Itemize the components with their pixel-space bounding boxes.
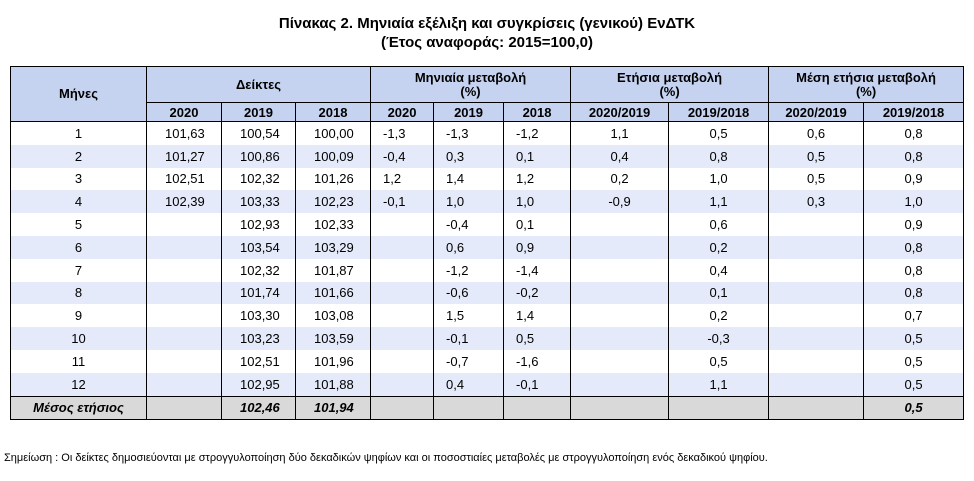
value-cell: -0,7 — [434, 350, 504, 373]
value-cell: 0,5 — [504, 327, 571, 350]
value-cell: -0,4 — [371, 145, 434, 168]
value-cell: 101,63 — [147, 122, 222, 145]
table-title-line2: (Έτος αναφοράς: 2015=100,0) — [381, 34, 593, 51]
value-cell: 102,33 — [296, 213, 371, 236]
header-months: Μήνες — [11, 67, 147, 122]
value-cell: 102,39 — [147, 190, 222, 213]
month-cell: 8 — [11, 282, 147, 305]
value-cell: -1,4 — [504, 259, 571, 282]
average-value: 0,5 — [864, 396, 964, 420]
value-cell: 0,4 — [669, 259, 769, 282]
average-value — [434, 396, 504, 420]
value-cell: 0,8 — [864, 282, 964, 305]
value-cell — [571, 259, 669, 282]
value-cell — [371, 327, 434, 350]
value-cell: 0,5 — [864, 350, 964, 373]
value-cell — [371, 304, 434, 327]
month-cell: 6 — [11, 236, 147, 259]
month-cell: 3 — [11, 168, 147, 191]
header-annual-change — [571, 67, 769, 103]
value-cell: 0,8 — [864, 236, 964, 259]
value-cell: 0,8 — [864, 122, 964, 145]
value-cell: -1,3 — [371, 122, 434, 145]
header-avg-annual-change — [769, 67, 964, 103]
value-cell: 0,6 — [434, 236, 504, 259]
value-cell: 1,0 — [669, 168, 769, 191]
value-cell: 1,1 — [669, 190, 769, 213]
month-cell: 4 — [11, 190, 147, 213]
average-value: 102,46 — [222, 396, 296, 420]
value-cell: 0,3 — [769, 190, 864, 213]
value-cell: -0,3 — [669, 327, 769, 350]
value-cell: 0,6 — [669, 213, 769, 236]
subheader-cell: 2018 — [296, 103, 371, 122]
average-value — [504, 396, 571, 420]
table-row — [11, 373, 964, 396]
value-cell: 0,4 — [571, 145, 669, 168]
value-cell: 102,32 — [222, 168, 296, 191]
value-cell — [571, 327, 669, 350]
value-cell: 0,8 — [864, 145, 964, 168]
table-row — [11, 168, 964, 191]
table-row — [11, 282, 964, 305]
value-cell — [147, 304, 222, 327]
value-cell: -1,3 — [434, 122, 504, 145]
value-cell: 1,4 — [504, 304, 571, 327]
average-value — [769, 396, 864, 420]
value-cell: 102,51 — [222, 350, 296, 373]
value-cell: 103,33 — [222, 190, 296, 213]
value-cell: 103,30 — [222, 304, 296, 327]
month-cell: 10 — [11, 327, 147, 350]
value-cell — [571, 213, 669, 236]
value-cell: -1,6 — [504, 350, 571, 373]
table-row — [11, 259, 964, 282]
value-cell: 100,00 — [296, 122, 371, 145]
value-cell — [371, 259, 434, 282]
value-cell: 1,0 — [504, 190, 571, 213]
value-cell — [371, 373, 434, 396]
subheader-cell: 2020/2019 — [571, 103, 669, 122]
value-cell: -0,1 — [434, 327, 504, 350]
table-row — [11, 350, 964, 373]
value-cell: 0,3 — [434, 145, 504, 168]
value-cell: 102,95 — [222, 373, 296, 396]
value-cell — [769, 304, 864, 327]
value-cell — [147, 213, 222, 236]
table-title-line1: Πίνακας 2. Μηνιαία εξέλιξη και συγκρίσεις (γενικού) ΕνΔΤΚ — [278, 15, 696, 32]
value-cell — [371, 236, 434, 259]
value-cell: 1,1 — [571, 122, 669, 145]
cpi-table — [10, 66, 964, 420]
header-monthly-change — [371, 67, 571, 103]
header-monthly-change-unit: (%) — [460, 83, 481, 99]
value-cell: 0,2 — [669, 236, 769, 259]
value-cell — [147, 350, 222, 373]
table-row — [11, 304, 964, 327]
value-cell: -0,1 — [371, 190, 434, 213]
value-cell — [147, 259, 222, 282]
value-cell: 0,5 — [864, 327, 964, 350]
value-cell: -0,2 — [504, 282, 571, 305]
value-cell — [769, 350, 864, 373]
value-cell: 101,87 — [296, 259, 371, 282]
value-cell: 1,2 — [504, 168, 571, 191]
value-cell — [371, 282, 434, 305]
table-title — [0, 14, 974, 52]
table-row — [11, 145, 964, 168]
value-cell — [769, 236, 864, 259]
value-cell — [571, 373, 669, 396]
subheader-cell: 2020 — [147, 103, 222, 122]
value-cell: 0,4 — [434, 373, 504, 396]
value-cell: 103,54 — [222, 236, 296, 259]
value-cell: 103,08 — [296, 304, 371, 327]
value-cell: 0,5 — [769, 168, 864, 191]
header-avg-annual-change-unit: (%) — [855, 83, 877, 99]
value-cell — [769, 213, 864, 236]
value-cell: 101,96 — [296, 350, 371, 373]
average-value — [571, 396, 669, 420]
value-cell: 0,1 — [504, 213, 571, 236]
subheader-cell: 2020 — [371, 103, 434, 122]
table-row — [11, 327, 964, 350]
value-cell: 0,1 — [669, 282, 769, 305]
value-cell — [769, 259, 864, 282]
value-cell: -0,4 — [434, 213, 504, 236]
month-cell: 11 — [11, 350, 147, 373]
value-cell: 102,93 — [222, 213, 296, 236]
value-cell — [769, 373, 864, 396]
header-annual-change-unit: (%) — [659, 83, 680, 99]
value-cell: 102,51 — [147, 168, 222, 191]
header-indices: Δείκτες — [147, 67, 371, 103]
value-cell — [571, 282, 669, 305]
value-cell — [571, 304, 669, 327]
table-row — [11, 236, 964, 259]
value-cell: 100,86 — [222, 145, 296, 168]
value-cell — [371, 350, 434, 373]
footnote: Σημείωση : Οι δείκτες δημοσιεύονται με στρογγυλοποίηση δύο δεκαδικών ψηφίων και οι ποσοστιαίες μεταβολές με στρογγυλοποίηση ενός δεκαδικού ψηφίου. — [4, 452, 768, 464]
value-cell: 1,2 — [371, 168, 434, 191]
value-cell: 102,23 — [296, 190, 371, 213]
value-cell: 100,54 — [222, 122, 296, 145]
subheader-cell: 2019/2018 — [669, 103, 769, 122]
table-row — [11, 122, 964, 145]
value-cell: 101,88 — [296, 373, 371, 396]
value-cell: 0,9 — [864, 213, 964, 236]
subheader-cell: 2018 — [504, 103, 571, 122]
value-cell: 102,32 — [222, 259, 296, 282]
value-cell — [147, 327, 222, 350]
value-cell — [769, 282, 864, 305]
value-cell — [769, 327, 864, 350]
average-row — [11, 396, 964, 420]
average-value — [147, 396, 222, 420]
value-cell: 0,8 — [669, 145, 769, 168]
value-cell: -0,1 — [504, 373, 571, 396]
average-value: 101,94 — [296, 396, 371, 420]
value-cell — [147, 373, 222, 396]
value-cell: 101,26 — [296, 168, 371, 191]
subheader-cell: 2019 — [434, 103, 504, 122]
month-cell: 9 — [11, 304, 147, 327]
month-cell: 1 — [11, 122, 147, 145]
value-cell: 0,8 — [864, 259, 964, 282]
header-monthly-change-label: Μηνιαία μεταβολή — [414, 69, 527, 85]
month-cell: 2 — [11, 145, 147, 168]
header-avg-annual-change-label: Μέση ετήσια μεταβολή — [796, 69, 936, 85]
value-cell: 0,5 — [864, 373, 964, 396]
value-cell: 103,23 — [222, 327, 296, 350]
subheader-cell: 2019/2018 — [864, 103, 964, 122]
value-cell: 103,59 — [296, 327, 371, 350]
value-cell: 0,5 — [669, 122, 769, 145]
subheader-cell: 2019 — [222, 103, 296, 122]
value-cell — [371, 213, 434, 236]
value-cell: 103,29 — [296, 236, 371, 259]
value-cell: 100,09 — [296, 145, 371, 168]
value-cell: 101,66 — [296, 282, 371, 305]
value-cell: -1,2 — [434, 259, 504, 282]
value-cell: 1,5 — [434, 304, 504, 327]
value-cell — [571, 350, 669, 373]
header-annual-change-label: Ετήσια μεταβολή — [616, 69, 723, 85]
value-cell: -0,6 — [434, 282, 504, 305]
value-cell: 0,7 — [864, 304, 964, 327]
value-cell: -0,9 — [571, 190, 669, 213]
value-cell: 0,6 — [769, 122, 864, 145]
value-cell: 0,2 — [669, 304, 769, 327]
value-cell: 101,74 — [222, 282, 296, 305]
value-cell: 0,5 — [769, 145, 864, 168]
value-cell — [147, 282, 222, 305]
month-cell: 12 — [11, 373, 147, 396]
value-cell: -1,2 — [504, 122, 571, 145]
average-value — [371, 396, 434, 420]
month-cell: 7 — [11, 259, 147, 282]
value-cell — [571, 236, 669, 259]
table-row — [11, 213, 964, 236]
value-cell: 101,27 — [147, 145, 222, 168]
value-cell: 1,0 — [434, 190, 504, 213]
average-label: Μέσος ετήσιος — [11, 396, 147, 420]
month-cell: 5 — [11, 213, 147, 236]
subheader-cell: 2020/2019 — [769, 103, 864, 122]
value-cell: 0,9 — [864, 168, 964, 191]
value-cell: 0,5 — [669, 350, 769, 373]
table-row — [11, 190, 964, 213]
value-cell: 0,1 — [504, 145, 571, 168]
value-cell: 0,2 — [571, 168, 669, 191]
value-cell: 1,1 — [669, 373, 769, 396]
value-cell — [147, 236, 222, 259]
value-cell: 1,0 — [864, 190, 964, 213]
value-cell: 0,9 — [504, 236, 571, 259]
average-value — [669, 396, 769, 420]
value-cell: 1,4 — [434, 168, 504, 191]
